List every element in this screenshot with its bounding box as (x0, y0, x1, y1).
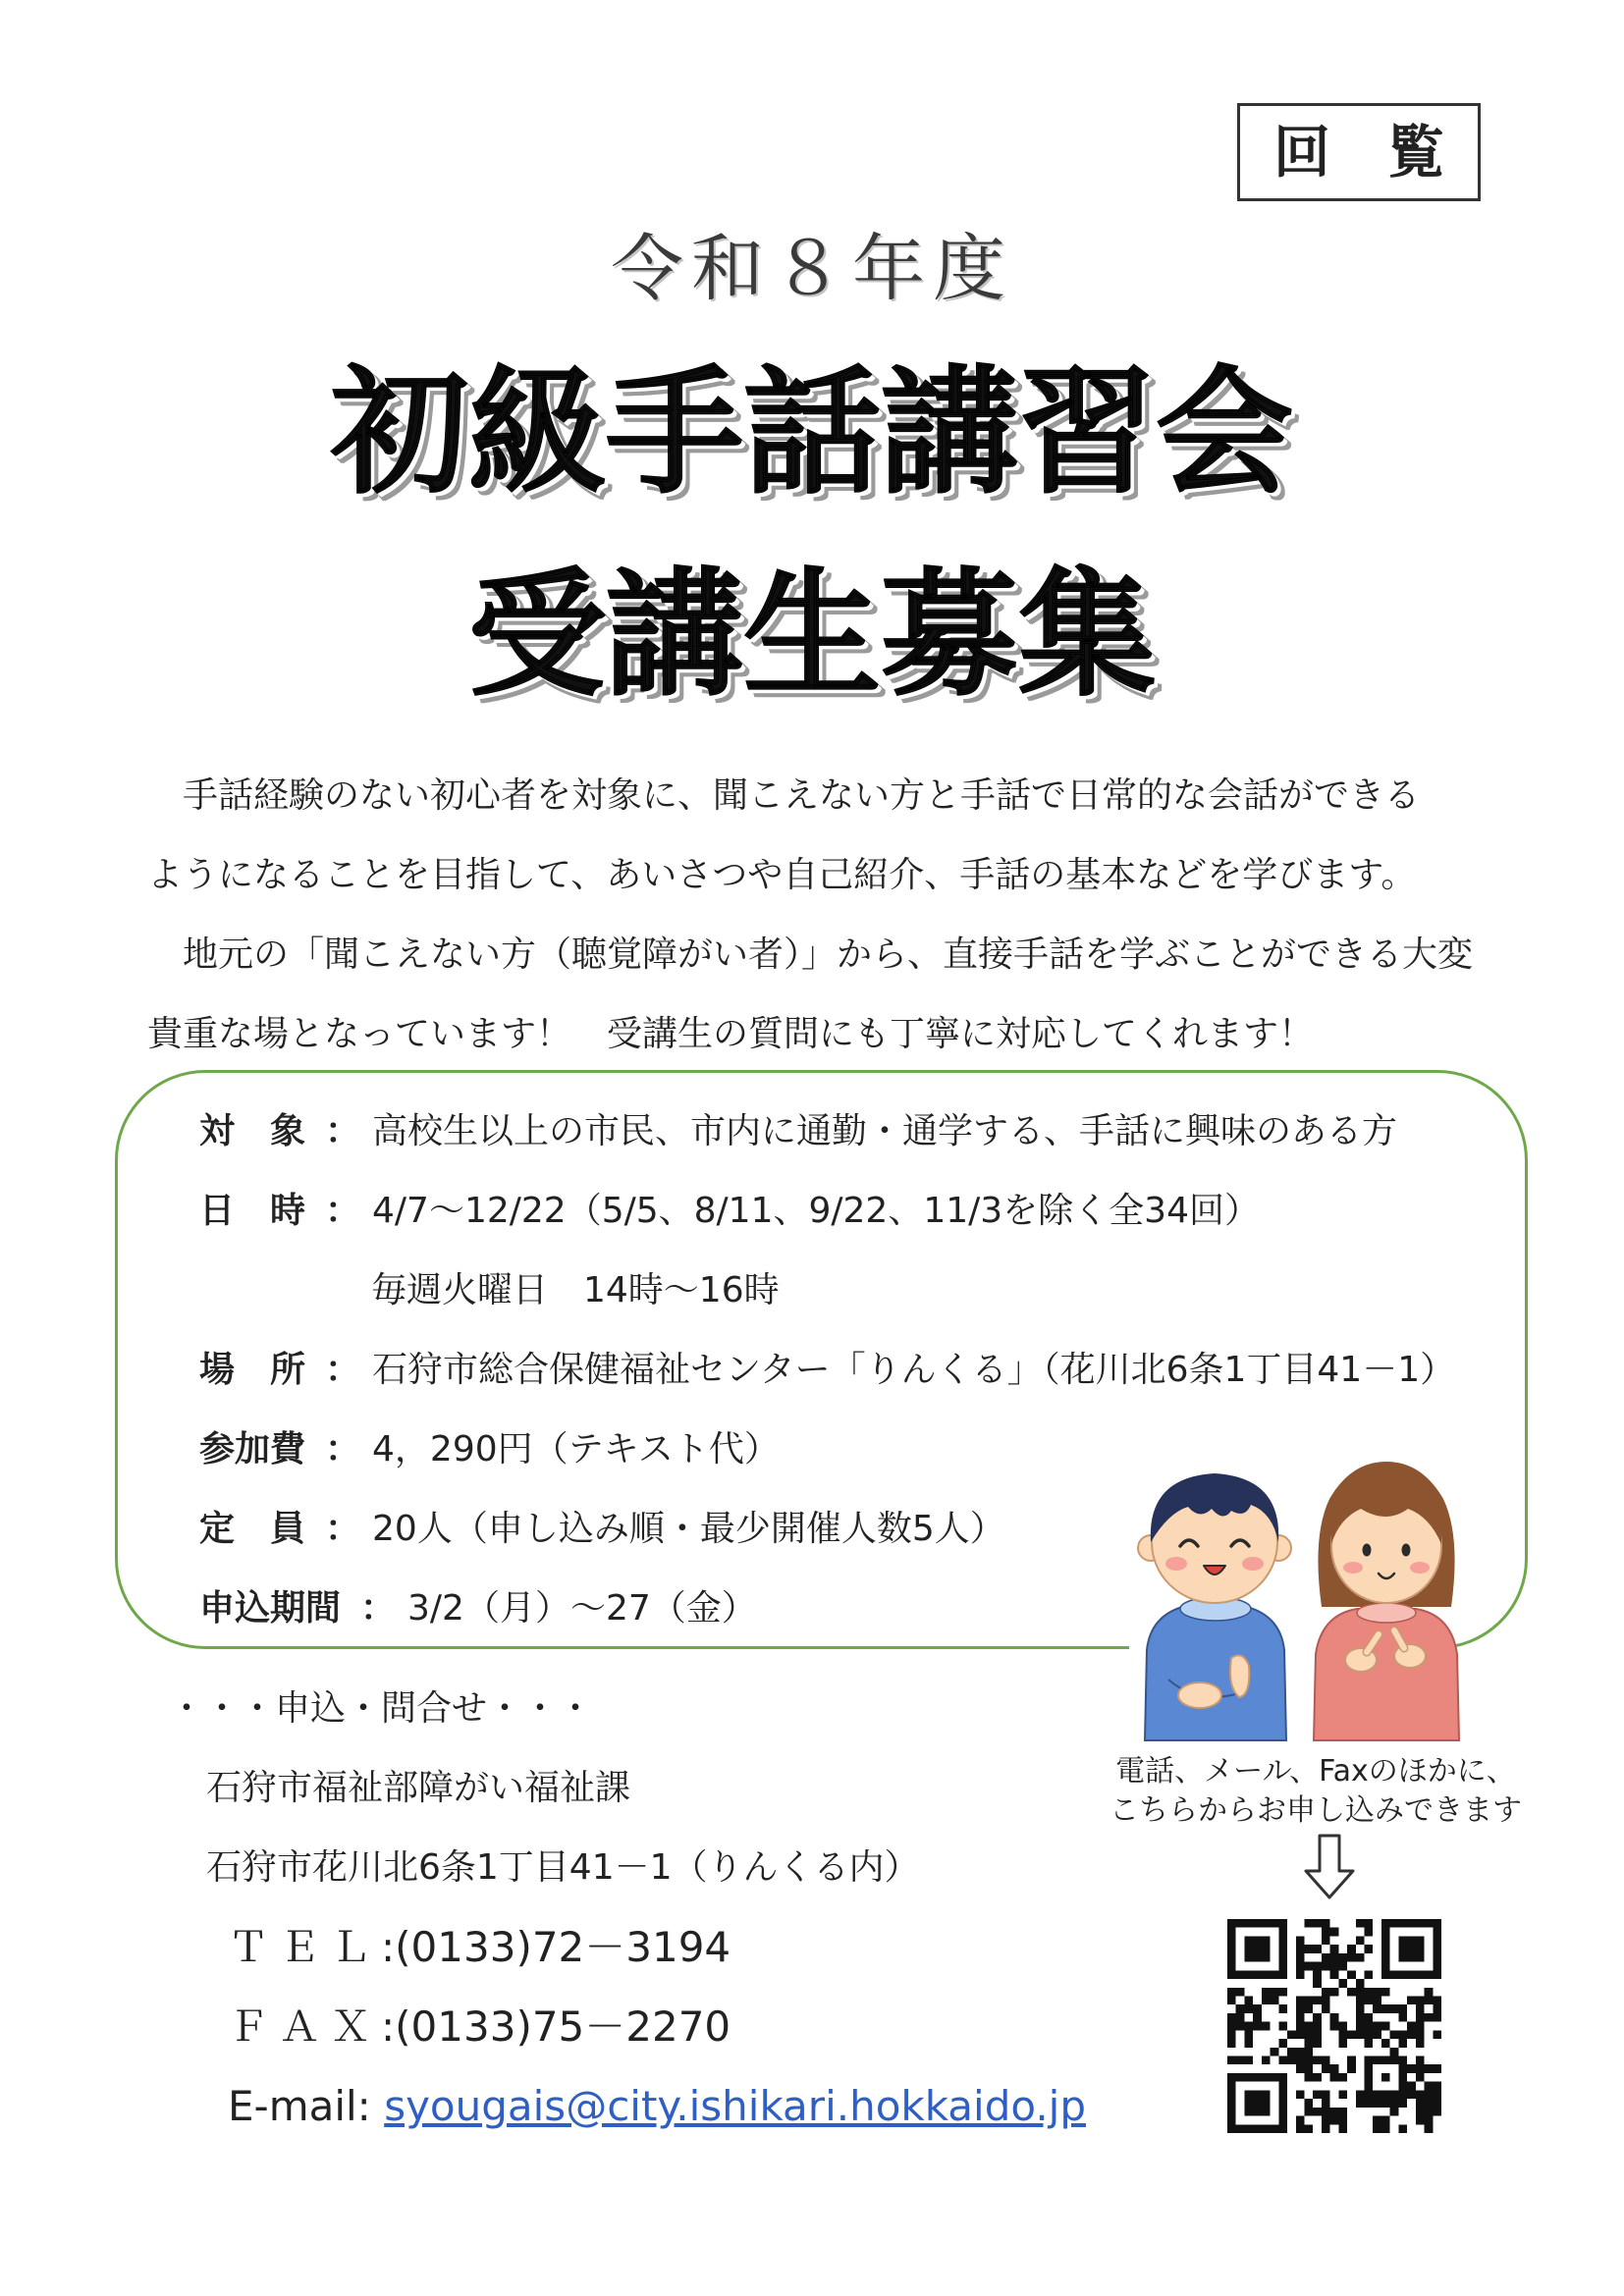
tel-label: ＴＥＬ (228, 1923, 382, 1971)
detail-label: 日 時 (199, 1191, 306, 1231)
girl-left-eye (1363, 1544, 1372, 1557)
detail-value: 石狩市総合保健福祉センター「りんくる」（花川北6条1丁目41－1） (372, 1350, 1456, 1390)
fax-number: :(0133)75－2270 (381, 2002, 731, 2051)
detail-separator: ： (325, 1350, 361, 1390)
detail-label: 参加費 (199, 1429, 306, 1469)
boy-right-cheek (1242, 1557, 1264, 1571)
contact-tel (169, 1907, 1086, 1987)
stamp-label: 回 覧 (1272, 119, 1444, 186)
contact-email (169, 2066, 1086, 2146)
detail-label: 定 員 (199, 1509, 306, 1549)
girl-left-cheek (1343, 1562, 1363, 1574)
detail-separator: ： (360, 1588, 397, 1629)
boy-left-cheek (1165, 1557, 1187, 1571)
contact-fax (169, 1987, 1086, 2066)
apply-note-line: 電話、メール、Faxのほかに、 (1115, 1754, 1516, 1789)
intro-paragraph (147, 756, 1473, 1074)
intro-line: 手話経験のない初心者を対象に、聞こえない方と手話で日常的な会話ができる (183, 775, 1421, 816)
detail-value: 高校生以上の市民、市内に通勤・通学する、手話に興味のある方 (372, 1111, 1398, 1151)
detail-separator: ： (325, 1191, 361, 1231)
course-title: 初級手話講習会 (330, 353, 1293, 513)
detail-separator: ： (325, 1111, 361, 1151)
detail-row-schedule (199, 1251, 1455, 1330)
boy-right-hand (1230, 1655, 1249, 1697)
qr-code (1227, 1919, 1441, 2133)
detail-row-venue (199, 1330, 1455, 1410)
detail-value: 4，290円（テキスト代） (372, 1429, 780, 1469)
intro-line: 地元の「聞こえない方（聴覚障がい者）」から、直接手話を学ぶことができる大変 (183, 934, 1474, 975)
fax-label: ＦＡＸ (228, 2002, 382, 2051)
detail-value: 4/7～12/22（5/5、8/11、9/22、11/3を除く全34回） (372, 1191, 1260, 1231)
contact-section (169, 1669, 1086, 2146)
detail-value: 毎週火曜日 14時～16時 (371, 1270, 780, 1310)
circulation-stamp (1237, 103, 1481, 201)
down-arrow-icon (1303, 1834, 1356, 1900)
contact-heading: ・・・申込・問合せ・・・ (169, 1688, 594, 1729)
down-arrow-shape (1306, 1836, 1353, 1897)
fiscal-year-heading: 令和８年度 (611, 227, 1013, 311)
detail-row-datetime (199, 1171, 1455, 1251)
girl-figure (1314, 1462, 1459, 1740)
detail-value: 20人（申し込み順・最少開催人数5人） (372, 1509, 1005, 1549)
contact-address: 石狩市花川北6条1丁目41－1（りんくる内） (206, 1847, 920, 1888)
boy-sweater (1145, 1605, 1286, 1740)
contact-department: 石狩市福祉部障がい福祉課 (206, 1768, 631, 1808)
girl-right-cheek (1410, 1562, 1430, 1574)
girl-right-eye (1402, 1544, 1411, 1557)
detail-row-target (199, 1092, 1455, 1171)
detail-label: 場 所 (199, 1350, 306, 1390)
detail-separator: ： (325, 1429, 361, 1469)
email-label: E-mail: (228, 2082, 385, 2130)
intro-line: 貴重な場となっています！ 受講生の質問にも丁寧に対応してくれます！ (147, 1014, 1315, 1054)
boy-figure (1138, 1473, 1291, 1740)
detail-separator: ： (325, 1509, 361, 1549)
recruitment-title: 受講生募集 (467, 556, 1156, 716)
detail-value: 3/2（月）～27（金） (407, 1588, 757, 1629)
detail-label: 申込期間 (199, 1588, 342, 1629)
detail-label: 対 象 (199, 1111, 306, 1151)
tel-number: :(0133)72－3194 (381, 1923, 731, 1971)
children-illustration (1129, 1448, 1483, 1742)
intro-line: ようになることを目指して、あいさつや自己紹介、手話の基本などを学びます。 (147, 855, 1417, 895)
girl-sweater (1314, 1609, 1459, 1740)
apply-note-line: こちらからお申し込みできます (1110, 1793, 1522, 1828)
girl-collar (1357, 1603, 1416, 1623)
apply-note (1090, 1752, 1542, 1831)
boy-left-hand (1178, 1682, 1221, 1708)
email-link[interactable]: syougais@city.ishikari.hokkaido.jp (384, 2082, 1087, 2130)
